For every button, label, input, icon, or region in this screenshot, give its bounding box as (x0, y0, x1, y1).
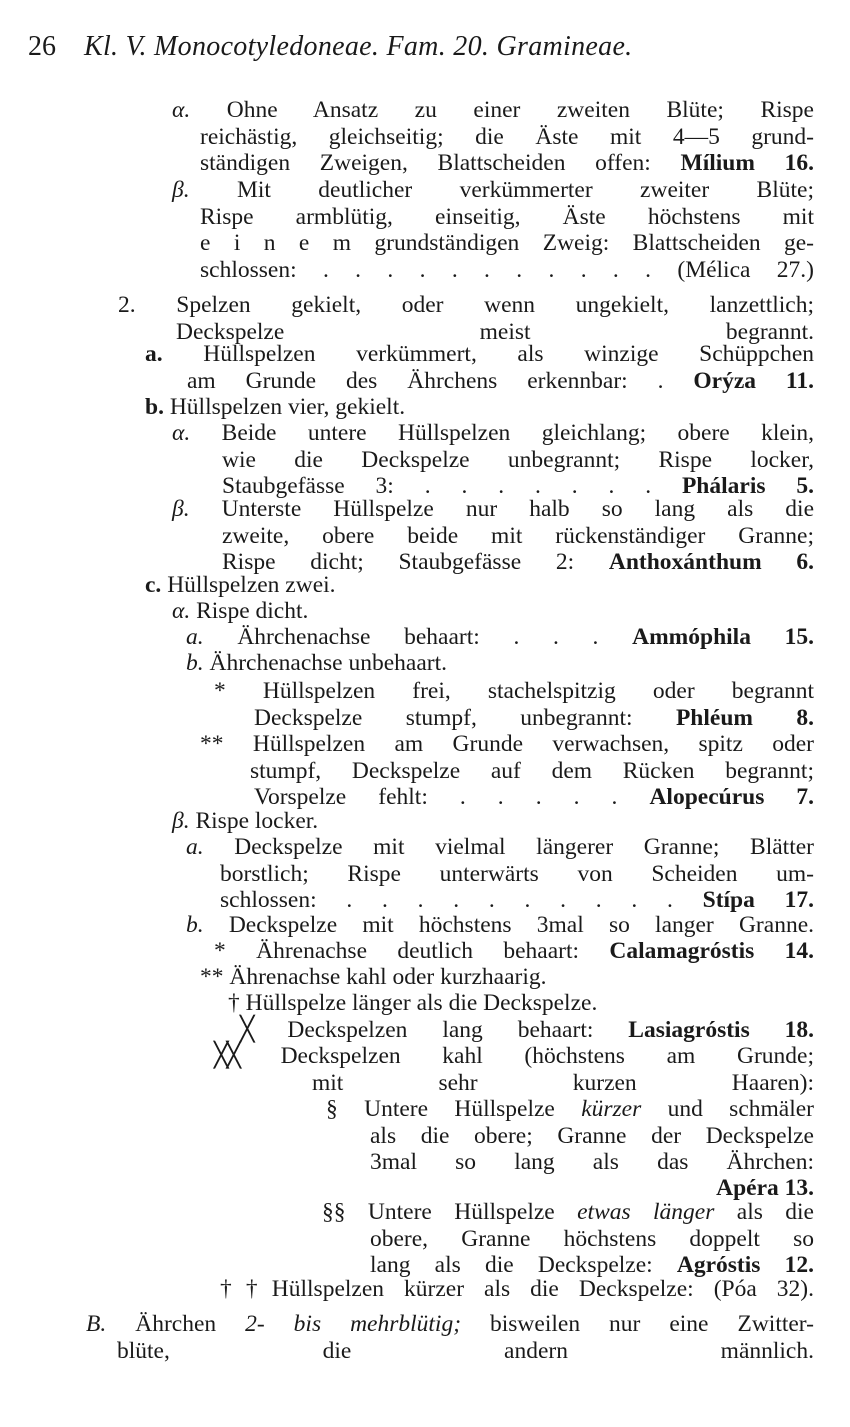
entry-text: Rispe dicht. (196, 598, 309, 624)
key-entry (326, 1096, 814, 1176)
genus-name: Anthoxánthum 6. (608, 549, 815, 576)
entry-text: Rispe armblütig, einseitig, Äste höchstens mit (200, 203, 814, 230)
entry-text: Ährchen (135, 1311, 246, 1337)
key-entry (172, 97, 814, 177)
entry-label: a. (186, 834, 204, 860)
entry-label: §§ (322, 1199, 346, 1225)
entry-text: Deckspelzen lang behaart: (287, 1017, 629, 1043)
entry-text: als die (714, 1199, 814, 1225)
entry-text: Hüllspelzen kürzer als die Deckspelze: (Póa 32). (271, 1276, 814, 1302)
genus-name: Agróstis 12. (676, 1252, 815, 1279)
entry-text: Ährenachse kahl oder kurzhaarig. (229, 964, 547, 990)
entry-text: Rispe dicht; Staubgefässe 2: (222, 549, 609, 576)
entry-text: Hüllspelzen zwei. (167, 572, 336, 598)
entry-text: Deckspelze meist begrannt. (176, 318, 814, 345)
entry-text: Staubgefässe 3: . . . . . . . (222, 473, 682, 500)
entry-text: Deckspelze mit höchstens 3mal so langer Granne. (228, 912, 814, 938)
entry-text: lang als die Deckspelze: (370, 1252, 677, 1279)
entry-text: Hüllspelzen frei, stachelspitzig oder begrannt (262, 678, 814, 704)
entry-text: wie die Deckspelze unbegrannt; Rispe locker, (222, 446, 814, 473)
entry-text: Ohne Ansatz zu einer zweiten Blüte; Rispe (226, 97, 814, 123)
entry-label: a. (145, 341, 163, 367)
genus-name: Calamagróstis 14. (609, 938, 815, 964)
entry-text: Deckspelze stumpf, unbegrannt: (254, 704, 676, 731)
key-entry (240, 1017, 814, 1044)
entry-text: am Grunde des Ährchens erkennbar: . (187, 367, 694, 394)
entry-text: borstlich; Rispe unterwärts von Scheiden um- (220, 860, 814, 887)
genus-name: Orýza 11. (693, 367, 815, 394)
entry-text: e i n e m grundständigen Zweig: Blattscheiden ge- (200, 230, 814, 257)
entry-text: stumpf, Deckspelze auf dem Rücken begrannt; (250, 757, 814, 784)
entry-text: und schmäler (641, 1096, 814, 1122)
key-entry (172, 598, 814, 625)
entry-text: Hüllspelzen vier, gekielt. (169, 394, 406, 420)
entry-label: b. (186, 912, 204, 938)
entry-label: α. (172, 420, 191, 446)
entry-label: α. (172, 598, 191, 624)
entry-text: Deckspelzen kahl (höchstens am Grunde; (280, 1043, 814, 1069)
key-entry (145, 341, 814, 394)
entry-label: β. (172, 808, 190, 834)
entry-text: Deckspelze mit vielmal längerer Granne; Blätter (234, 834, 814, 860)
genus-name: Phálaris 5. (681, 473, 814, 500)
key-entry (200, 964, 814, 991)
entry-text: Mit deutlicher verkümmerter zweiter Blüte; (236, 177, 814, 203)
genus-name: Alopecúrus 7. (649, 784, 814, 811)
entry-text: Spelzen gekielt, oder wenn ungekielt, lanzettlich; (176, 292, 815, 318)
key-entry (214, 678, 814, 731)
entry-label: β. (172, 496, 190, 522)
key-entry (172, 808, 814, 835)
key-entry (220, 1276, 814, 1303)
genus-name: Lasiagróstis 18. (628, 1017, 815, 1043)
entry-text: schlossen: . . . . . . . . . . . (Mélica 27.) (200, 256, 814, 283)
entry-text: Hüllspelze länger als die Deckspelze. (245, 990, 598, 1016)
entry-text: zweite, obere beide mit rückenständiger Granne; (222, 522, 814, 549)
entry-text: Unterste Hüllspelze nur halb so lang als die (221, 496, 815, 522)
entry-text: reichästig, gleichseitig; die Äste mit 4—5 grund- (200, 123, 814, 150)
entry-text: mit sehr kurzen Haaren): (312, 1069, 814, 1096)
entry-text-emphasis: kürzer (581, 1096, 642, 1122)
entry-label: †† (220, 1276, 272, 1302)
entry-label: 2. (118, 292, 136, 318)
entry-text: Ährenachse deutlich behaart: (256, 938, 610, 964)
entry-text: Untere Hüllspelze (367, 1199, 578, 1225)
entry-label: § (326, 1096, 338, 1122)
entry-text: ständigen Zweigen, Blattscheiden offen: (200, 150, 681, 177)
genus-name: Mílium 16. (680, 150, 814, 177)
entry-text: Rispe locker. (195, 808, 319, 834)
entry-label: * (214, 678, 226, 704)
key-entry (214, 938, 814, 965)
entry-label: c. (145, 572, 162, 598)
entry-text: obere, Granne höchstens doppelt so (370, 1225, 814, 1252)
key-entry (186, 912, 814, 939)
entry-text: Vorspelze fehlt: . . . . . (254, 784, 650, 811)
running-title: Kl. V. Monocotyledoneae. Fam. 20. Gramineae. (84, 31, 633, 62)
entry-label: ** (200, 964, 224, 990)
key-entry (186, 624, 814, 651)
genus-name: Stípa 17. (702, 887, 814, 914)
genus-name: Apéra 13. (716, 1175, 814, 1201)
key-entry (186, 650, 814, 677)
page-header (28, 30, 818, 64)
entry-text: Beide untere Hüllspelzen gleichlang; obere klein, (221, 420, 815, 446)
key-entry (172, 420, 814, 500)
entry-label: b. (186, 650, 204, 676)
key-entry-result (600, 1175, 814, 1202)
page-number: 26 (28, 31, 56, 62)
entry-label: b. (145, 394, 164, 420)
entry-text-emphasis: 2- bis mehrblütig; (245, 1311, 462, 1337)
genus-name: Ammóphila 15. (632, 624, 815, 650)
entry-text-emphasis: etwas länger (577, 1199, 715, 1225)
entry-label: α. (172, 97, 191, 123)
key-entry (186, 834, 814, 914)
entry-label: β. (172, 177, 190, 203)
entry-text: Ährchenachse behaart: . . . (237, 624, 633, 650)
key-entry (118, 292, 814, 345)
key-entry (214, 1043, 814, 1096)
cross-mark-icon: ╳ (240, 1017, 253, 1043)
entry-label: * (214, 938, 226, 964)
entry-text: Hüllspelzen am Grunde verwachsen, spitz oder (252, 731, 814, 757)
entry-label: a. (186, 624, 204, 650)
entry-text: Hüllspelzen verkümmert, als winzige Schüppchen (203, 341, 814, 367)
entry-label: † (228, 990, 240, 1016)
key-entry (145, 572, 814, 599)
genus-name: Phléum 8. (675, 704, 815, 731)
key-entry (228, 990, 814, 1017)
entry-text: schlossen: . . . . . . . . . . (220, 887, 703, 914)
entry-text: als die obere; Granne der Deckspelze (370, 1122, 814, 1149)
key-entry (172, 496, 814, 576)
entry-text: Ährchenachse unbehaart. (209, 650, 447, 676)
key-entry (322, 1199, 814, 1279)
key-entry (86, 1311, 814, 1364)
key-entry (200, 731, 814, 811)
key-entry (172, 177, 814, 283)
entry-text: bisweilen nur eine Zwitter- (461, 1311, 814, 1337)
entry-text: blüte, die andern männlich. (117, 1337, 814, 1364)
entry-text: Untere Hüllspelze (364, 1096, 582, 1122)
key-entry (145, 394, 814, 421)
double-cross-mark-icon: ╳╳ (214, 1043, 239, 1069)
entry-label: B. (86, 1311, 107, 1337)
entry-label: ** (200, 731, 224, 757)
entry-text: 3mal so lang als das Ährchen: (370, 1149, 814, 1176)
